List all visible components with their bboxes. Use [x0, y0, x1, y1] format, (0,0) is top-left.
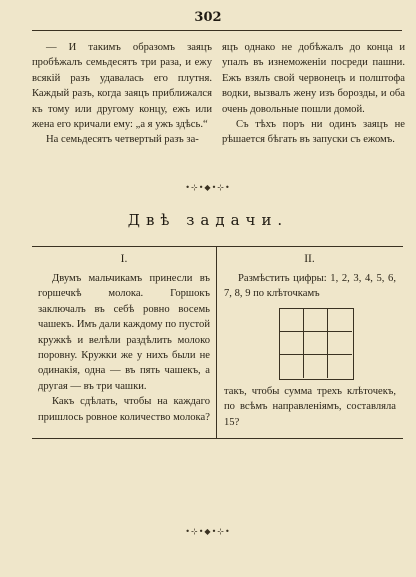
left-paragraph-1: — И такимъ образомъ заяцъ пробѣжалъ семьдесятъ три раза, и ежу всякій разъ удавалась его плутня. Каждый разъ, когда заяцъ приближался къ тому или другому концу, ежъ или жена его кричали ему: „а я ужъ здѣсь.“ [32, 42, 212, 131]
grid-cell [328, 309, 352, 332]
grid-cell [328, 332, 352, 355]
grid-cell [280, 355, 304, 378]
grid-cell [304, 309, 328, 332]
problem-2-text-after [224, 384, 396, 430]
problem-1-paragraph-2: Какъ сдѣлать, чтобы на каждаго пришлось ровное количество молока? [38, 396, 210, 423]
right-column [222, 40, 405, 148]
magic-square-grid [279, 308, 354, 380]
problem-1-text [38, 271, 210, 425]
right-paragraph-2: Съ тѣхъ поръ ни одинъ заяцъ не рѣшается бѣгать въ запуски съ ежомъ. [222, 119, 405, 146]
problem-2-number: II. [304, 253, 315, 265]
problem-2-text-before [224, 271, 396, 302]
right-paragraph-1: яцъ однако не добѣжалъ до конца и упалъ въ изнеможеніи посреди пашни. Ежъ взялъ свой червонецъ и полштофа водки, вызвалъ жену изъ борозды, и оба очень довольные пошли домой. [222, 42, 405, 115]
grid-cell [304, 332, 328, 355]
header-rule [32, 30, 402, 31]
ornament-divider-bottom: •⊹•◆•⊹• [185, 527, 231, 536]
page-number: 302 [194, 10, 222, 25]
problem-2-question: такъ, чтобы сумма трехъ клѣточекъ, по всѣмъ направленіямъ, составляла 15? [224, 386, 396, 428]
left-column [32, 40, 212, 148]
section-title: Двѣ задачи. [127, 211, 289, 229]
problem-1-number: I. [120, 253, 128, 265]
left-paragraph-2: На семьдесятъ четвертый разъ за- [46, 134, 199, 146]
grid-cell [280, 309, 304, 332]
ornament-divider-top: •⊹•◆•⊹• [185, 183, 231, 192]
grid-cell [280, 332, 304, 355]
problem-2-intro: Размѣстить цифры: 1, 2, 3, 4, 5, 6, 7, 8, 9 по клѣточкамъ [224, 273, 396, 300]
grid-cell [304, 355, 328, 378]
grid-cell [328, 355, 352, 378]
problem-1-paragraph-1: Двумъ мальчикамъ принесли въ горшечкѣ молока. Горшокъ заключалъ въ себѣ ровно восемь чашекъ. Имъ дали каждому по пустой кружкѣ и велѣли раздѣлить молоко поровну. Кружки же у нихъ были не одинакія, одна — въ пять чашекъ, а другая — въ три чашки. [38, 273, 210, 392]
